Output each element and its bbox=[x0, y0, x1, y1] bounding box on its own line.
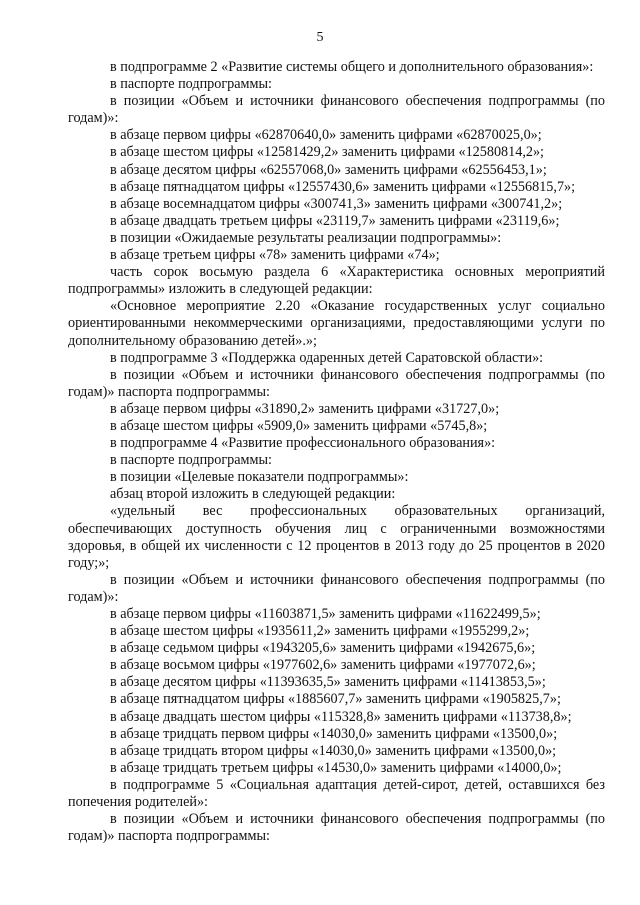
paragraph: в абзаце тридцать первом цифры «14030,0» заменить цифрами «13500,0»; bbox=[110, 725, 558, 742]
paragraph: в подпрограмме 2 «Развитие системы общего и дополнительного образования»: bbox=[110, 59, 594, 75]
paragraph: абзац второй изложить в следующей редакции: bbox=[110, 486, 396, 503]
page-number: 5 bbox=[316, 30, 324, 45]
paragraph: в абзаце первом цифры «31890,2» заменить цифрами «31727,0»; bbox=[110, 400, 500, 417]
paragraph: в абзаце первом цифры «11603871,5» заменить цифрами «11622499,5»; bbox=[110, 606, 541, 622]
paragraph: в абзаце шестом цифры «1935611,2» заменить цифрами «1955299,2»; bbox=[110, 623, 530, 640]
paragraph: в абзаце тридцать втором цифры «14030,0» заменить цифрами «13500,0»; bbox=[110, 742, 557, 759]
paragraph: в позиции «Объем и источники финансового обеспечения подпрограммы (по годам)»: bbox=[68, 93, 605, 127]
paragraph: в абзаце шестом цифры «5909,0» заменить цифрами «5745,8»; bbox=[110, 417, 488, 434]
paragraph: в абзаце первом цифры «62870640,0» заменить цифрами «62870025,0»; bbox=[110, 127, 542, 144]
paragraph: в паспорте подпрограммы: bbox=[110, 76, 272, 93]
paragraph: в позиции «Объем и источники финансового обеспечения подпрограммы (по годам)» паспорта подпрограммы: bbox=[68, 366, 605, 400]
paragraph: в абзаце двадцать шестом цифры «115328,8» заменить цифрами «113738,8»; bbox=[110, 708, 572, 725]
paragraph: в абзаце тридцать третьем цифры «14530,0» заменить цифрами «14000,0»; bbox=[110, 759, 562, 776]
paragraph: в абзаце шестом цифры «12581429,2» заменить цифрами «12580814,2»; bbox=[110, 144, 544, 161]
paragraph: в абзаце третьем цифры «78» заменить цифрами «74»; bbox=[110, 247, 440, 264]
paragraph: в паспорте подпрограммы: bbox=[110, 452, 272, 469]
paragraph: в абзаце седьмом цифры «1943205,6» заменить цифрами «1942675,6»; bbox=[110, 640, 536, 657]
paragraph: в абзаце восьмом цифры «1977602,6» заменить цифрами «1977072,6»; bbox=[110, 657, 536, 674]
paragraph: в абзаце пятнадцатом цифры «12557430,6» заменить цифрами «12556815,7»; bbox=[110, 178, 576, 195]
paragraph: в подпрограмме 5 «Социальная адаптация детей-сирот, детей, оставшихся без попечения родителей»: bbox=[68, 776, 605, 811]
paragraph: в позиции «Объем и источники финансового обеспечения подпрограммы (по годам)» паспорта подпрограммы: bbox=[68, 811, 605, 845]
paragraph: в абзаце двадцать третьем цифры «23119,7» заменить цифрами «23119,6»; bbox=[110, 212, 560, 229]
paragraph: в абзаце десятом цифры «11393635,5» заменить цифрами «11413853,5»; bbox=[110, 674, 546, 691]
paragraph: в подпрограмме 4 «Развитие профессионального образования»: bbox=[110, 435, 496, 452]
paragraph: «удельный вес профессиональных образовательных организаций, обеспечивающих доступность обучения лиц с ограниченными возможностями здоровья, в общей их численности с 12 процентов в 2013 году до 25 процентов в 2020 году;»; bbox=[68, 503, 605, 571]
paragraph: «Основное мероприятие 2.20 «Оказание государственных услуг социально ориентированными некоммерческими организациями, предоставляющими услуги по дополнительному образованию детей».»; bbox=[68, 298, 605, 349]
paragraph: в позиции «Объем и источники финансового обеспечения подпрограммы (по годам)»: bbox=[68, 571, 605, 605]
paragraph: в абзаце десятом цифры «62557068,0» заменить цифрами «62556453,1»; bbox=[110, 161, 547, 178]
paragraph: часть сорок восьмую раздела 6 «Характеристика основных мероприятий подпрограммы» изложить в следующей редакции: bbox=[68, 264, 605, 298]
paragraph: в абзаце пятнадцатом цифры «1885607,7» заменить цифрами «1905825,7»; bbox=[110, 691, 561, 708]
paragraph: в позиции «Ожидаемые результаты реализации подпрограммы»: bbox=[110, 229, 502, 246]
document-body bbox=[68, 59, 605, 845]
paragraph: в абзаце восемнадцатом цифры «300741,3» заменить цифрами «300741,2»; bbox=[110, 195, 563, 212]
paragraph: в позиции «Целевые показатели подпрограммы»: bbox=[110, 469, 409, 486]
paragraph: в подпрограмме 3 «Поддержка одаренных детей Саратовской области»: bbox=[110, 349, 544, 366]
